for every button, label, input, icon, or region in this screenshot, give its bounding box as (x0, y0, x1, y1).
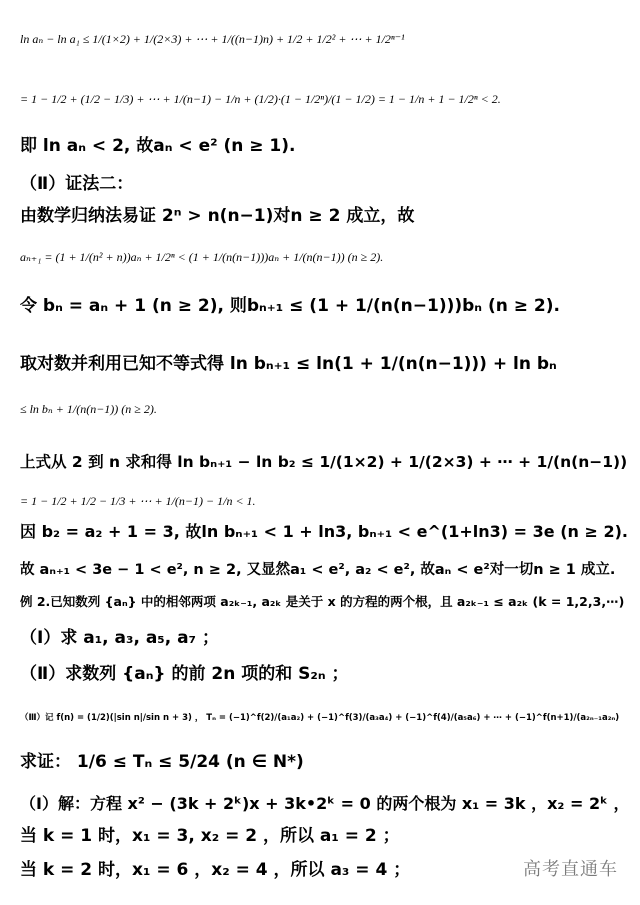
line-recurrence: aₙ₊₁ = (1 + 1/(n² + n))aₙ + 1/2ⁿ < (1 + 1/(n(n−1)))aₙ + 1/(n(n−1)) (n ≥ 2). (20, 250, 384, 264)
line-let-b: 令 bₙ = aₙ + 1 (n ≥ 2), 则bₙ₊₁ ≤ (1 + 1/(n(n−1)))bₙ (n ≥ 2). (20, 296, 560, 316)
question-3: （Ⅲ）记 f(n) = (1/2)(|sin n|/sin n + 3) ， Tₙ = (−1)^f(2)/(a₁a₂) + (−1)^f(3)/(a₃a₄) + (−1)^f(4)/(a₅a₆) + ⋯ + (−1)^f(n+1)/(a₂ₙ₋₁a₂ₙ) (20, 713, 620, 723)
line-telescoping: = 1 − 1/2 + (1/2 − 1/3) + ⋯ + 1/(n−1) − 1/n + (1/2)·(1 − 1/2ⁿ)/(1 − 1/2) = 1 − 1/n + 1 − 1/2ⁿ < 2. (20, 92, 501, 106)
line-log-inequality: 取对数并利用已知不等式得 ln bₙ₊₁ ≤ ln(1 + 1/(n(n−1))) + ln bₙ (20, 354, 557, 374)
line-log-bound: ≤ ln bₙ + 1/(n(n−1)) (n ≥ 2). (20, 402, 157, 416)
line-b2-value: 因 b₂ = a₂ + 1 = 3, 故ln bₙ₊₁ < 1 + ln3, bₙ₊₁ < e^(1+ln3) = 3e (n ≥ 2). (20, 522, 628, 541)
solution-1: （Ⅰ）解：方程 x² − (3k + 2ᵏ)x + 3k•2ᵏ = 0 的两个根为 x₁ = 3k ，x₂ = 2ᵏ ， (20, 794, 630, 813)
example-2-statement: 例 2.已知数列 {aₙ} 中的相邻两项 a₂ₖ₋₁, a₂ₖ 是关于 x 的方程的两个根，且 a₂ₖ₋₁ ≤ a₂ₖ (k = 1,2,3,⋯) (20, 594, 625, 609)
watermark-text: 高考直通车 (523, 859, 618, 880)
line-summation: 上式从 2 到 n 求和得 ln bₙ₊₁ − ln b₂ ≤ 1/(1×2) + 1/(2×3) + ⋯ + 1/(n(n−1)) (20, 453, 628, 471)
line-conclusion-1: 即 ln aₙ < 2, 故aₙ < e² (n ≥ 1). (20, 136, 296, 156)
line-inequality-sum: ln aₙ − ln a₁ ≤ 1/(1×2) + 1/(2×3) + ⋯ + 1/((n−1)n) + 1/2 + 1/2² + ⋯ + 1/2ⁿ⁻¹ (20, 32, 405, 46)
line-sum-result: = 1 − 1/2 + 1/2 − 1/3 + ⋯ + 1/(n−1) − 1/n < 1. (20, 494, 256, 508)
case-k-1: 当 k = 1 时，x₁ = 3, x₂ = 2 ，所以 a₁ = 2 ； (20, 826, 400, 846)
line-final-conclusion: 故 aₙ₊₁ < 3e − 1 < e², n ≥ 2, 又显然a₁ < e², a₂ < e², 故aₙ < e²对一切n ≥ 1 成立. (20, 562, 616, 578)
question-1: （Ⅰ）求 a₁, a₃, a₅, a₇ ； (20, 628, 219, 648)
case-k-2: 当 k = 2 时，x₁ = 6 ，x₂ = 4 ，所以 a₃ = 4 ； (20, 860, 411, 880)
section-heading-proof-2: （Ⅱ）证法二： (20, 174, 134, 194)
question-2: （Ⅱ）求数列 {aₙ} 的前 2n 项的和 S₂ₙ ； (20, 664, 349, 684)
line-induction: 由数学归纳法易证 2ⁿ > n(n−1)对n ≥ 2 成立，故 (20, 206, 415, 226)
line-prove: 求证： 1/6 ≤ Tₙ ≤ 5/24 (n ∈ N*) (20, 752, 304, 772)
